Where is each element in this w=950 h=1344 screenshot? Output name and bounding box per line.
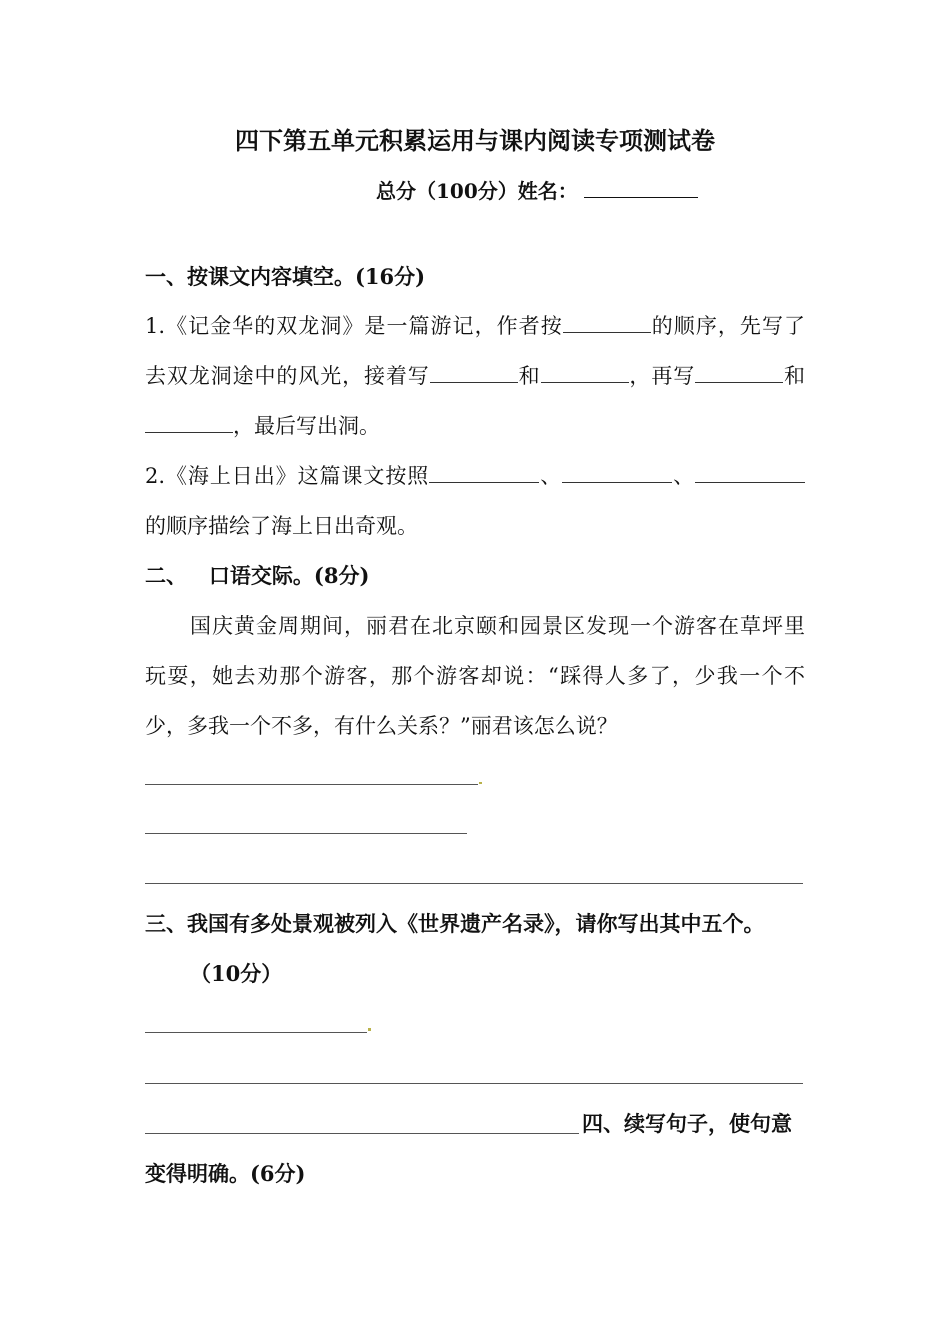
answer-line-1[interactable] [145,784,478,785]
name-blank[interactable] [584,177,698,198]
q1-blank-4[interactable] [695,364,783,383]
q1-line1: 1.《记金华的双龙洞》是一篇游记，作者按 的顺序，先写了 [145,314,805,338]
q2-blank-1[interactable] [429,464,539,483]
page-title: 四下第五单元积累运用与课内阅读专项测试卷 [235,126,715,155]
answer-line-5[interactable] [145,1083,803,1084]
answer-line-6[interactable] [145,1133,579,1134]
section2-para-line3: 少，多我一个不多，有什么关系？”丽君该怎么说？ [145,714,618,738]
section4-heading-part1: 四、续写句子，使句意 [582,1111,792,1136]
score-label: 总分（100分）姓名： [376,179,578,203]
q1-blank-2[interactable] [430,364,518,383]
section2-para-line1: 国庆黄金周期间，丽君在北京颐和园景区发现一个游客在草坪里 [190,614,805,638]
section4-heading-part2: 变得明确。(6分) [145,1161,306,1186]
q2-line2: 的顺序描绘了海上日出奇观。 [145,514,418,538]
score-and-name-line [376,176,698,206]
stray-mark [479,782,482,784]
q2-blank-3[interactable] [695,464,805,483]
q2-blank-2[interactable] [562,464,672,483]
answer-line-4[interactable] [145,1032,367,1033]
answer-line-2[interactable] [145,833,467,834]
q1-blank-3[interactable] [541,364,629,383]
q2-line1: 2.《海上日出》这篇课文按照 、 、 [145,461,805,491]
section3-heading: 三、我国有多处景观被列入《世界遗产名录》，请你写出其中五个。 [145,911,765,936]
stray-mark [368,1028,371,1031]
section3-points: （10分） [190,961,283,986]
section2-heading: 二、 口语交际。(8分) [145,563,370,588]
section1-heading: 一、按课文内容填空。(16分) [145,264,426,289]
q1-blank-order[interactable] [563,314,651,333]
q1-line2: 去双龙洞途中的风光，接着写 和 ，再写 和 [145,364,806,388]
q1-blank-5[interactable] [145,414,233,433]
section2-para-line2: 玩耍，她去劝那个游客，那个游客却说：“踩得人多了，少我一个不 [145,664,805,688]
answer-line-3[interactable] [145,883,803,884]
q1-line3: ，最后写出洞。 [145,411,805,441]
